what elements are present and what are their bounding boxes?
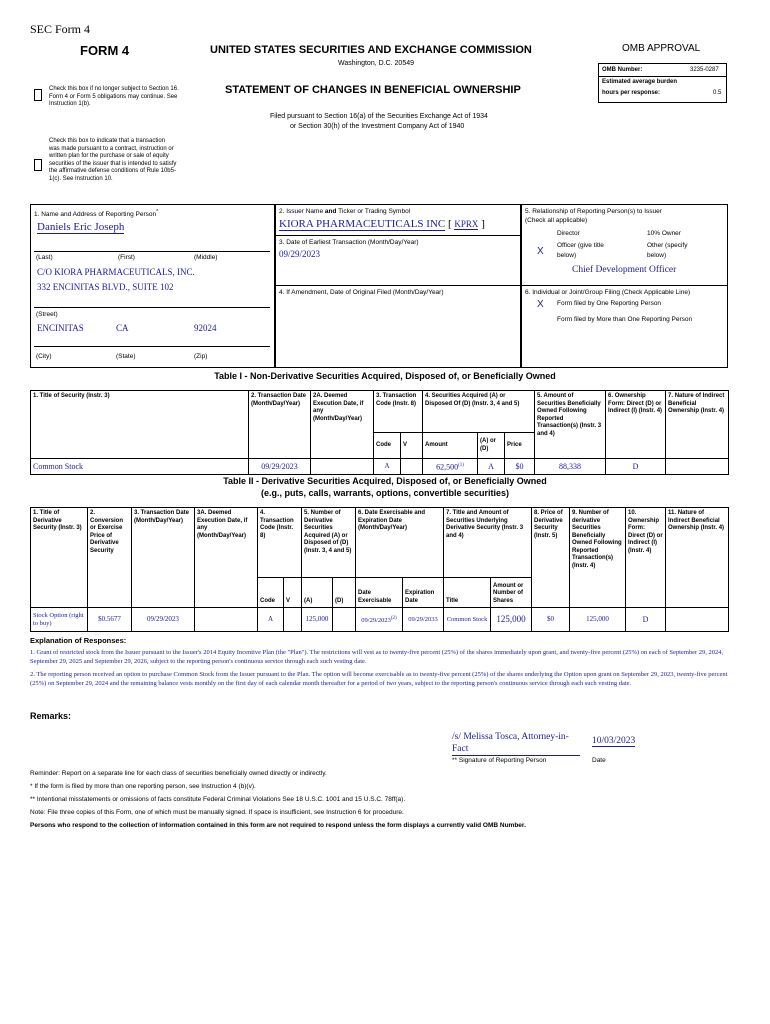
t2-row-date: 09/29/2023 bbox=[132, 608, 195, 632]
omb-hours-value: 0.5 bbox=[713, 90, 722, 96]
t1-row-owned: 88,338 bbox=[535, 459, 606, 475]
t1-row-code: A bbox=[374, 459, 401, 475]
signature-date: 10/03/2023 bbox=[592, 736, 636, 746]
remarks-title: Remarks: bbox=[30, 711, 72, 721]
t2-h-title: 1. Title of Derivative Security (Instr. 3) bbox=[31, 508, 88, 608]
street-label: (Street) bbox=[36, 311, 58, 318]
t1-row-date: 09/29/2023 bbox=[249, 459, 311, 475]
t2-row-deriv-price: $0 bbox=[532, 608, 570, 632]
t2-row-title: Stock Option (right to buy) bbox=[31, 608, 88, 632]
omb-hours-label: hours per response: bbox=[602, 90, 661, 96]
t1-h-code: 3. Transaction Code (Instr. 8) bbox=[374, 391, 423, 433]
omb-number-label: OMB Number: bbox=[602, 67, 643, 73]
rule-10b5-checkbox[interactable] bbox=[34, 159, 42, 171]
t2-h-number: 5. Number of Derivative Securities Acquired (A) or Disposed of (D) (Instr. 3, 4 and 5) bbox=[302, 508, 356, 578]
t1-sub-code: Code bbox=[374, 433, 401, 459]
zip-label: (Zip) bbox=[194, 353, 208, 360]
t1-sub-v: V bbox=[401, 433, 423, 459]
reporting-person-name[interactable]: Daniels Eric Joseph bbox=[37, 221, 125, 233]
officer-title: Chief Development Officer bbox=[572, 265, 677, 275]
t1-h-title: 1. Title of Security (Instr. 3) bbox=[31, 391, 249, 459]
t1-row-amount: 62,500$^{(1)}$ bbox=[423, 459, 478, 475]
footer-misstatements: ** Intentional misstatements or omissions of facts constitute Federal Criminal Violations See 18 U.S.C. 1001 and 15 U.S.C. 78ff(a). bbox=[30, 796, 406, 803]
t2-row-exercisable: 09/29/2023$^{(2)}$ bbox=[356, 608, 403, 632]
reporting-person-label: 1. Name and Address of Reporting Person* bbox=[34, 209, 159, 219]
rule-10b5-text: Check this box to indicate that a transaction was made pursuant to a contract, instruction or written plan for the purchase or sale of equity securities of the issuer that is intended to satisfy the affirmative defense conditions of Rule 10b5-1(c). See Instruction 10. bbox=[49, 138, 177, 182]
officer-check-mark[interactable]: X bbox=[537, 246, 544, 257]
filed-pursuant-line1: Filed pursuant to Section 16(a) of the Securities Exchange Act of 1934 bbox=[270, 113, 488, 120]
t1-row-v bbox=[401, 459, 423, 475]
t2-h-code: 4. Transaction Code (Instr. 8) bbox=[258, 508, 302, 578]
t2-row-under-title: Common Stock bbox=[444, 608, 491, 632]
address-city: ENCINITAS bbox=[37, 323, 84, 333]
t2-row-v bbox=[284, 608, 302, 632]
t1-sub-ad: (A) or (D) bbox=[478, 433, 505, 459]
t2-sub-d: (D) bbox=[333, 578, 356, 608]
sec-form-label: SEC Form 4 bbox=[30, 22, 91, 36]
t2-h-owned: 9. Number of derivative Securities Beneficially Owned Following Reported Transaction(s) (Instr. 4) bbox=[570, 508, 626, 608]
table1-title: Table I - Non-Derivative Securities Acquired, Disposed of, or Beneficially Owned bbox=[214, 371, 556, 381]
t1-row-title: Common Stock bbox=[31, 459, 249, 475]
signature-value: /s/ Melissa Tosca, Attorney-in-Fact bbox=[452, 731, 580, 756]
address-zip: 92024 bbox=[194, 323, 217, 333]
statement-title: STATEMENT OF CHANGES IN BENEFICIAL OWNERSHIP bbox=[225, 84, 521, 96]
t2-row-owned: 125,000 bbox=[570, 608, 626, 632]
t2-row-expiration: 09/29/2033 bbox=[403, 608, 444, 632]
t1-h-nature: 7. Nature of Indirect Beneficial Ownership (Instr. 4) bbox=[666, 391, 729, 459]
t2-row-form: D bbox=[626, 608, 666, 632]
relationship-label: 5. Relationship of Reporting Person(s) to Issuer bbox=[525, 208, 662, 215]
ten-pct-owner-label: 10% Owner bbox=[647, 230, 681, 237]
t2-h-conversion: 2. Conversion or Exercise Price of Derivative Security bbox=[88, 508, 132, 608]
t2-row-conversion: $0.5677 bbox=[88, 608, 132, 632]
officer-label-2: below) bbox=[557, 252, 577, 259]
relationship-box bbox=[521, 204, 728, 368]
t1-h-deemed: 2A. Deemed Execution Date, if any (Month/Day/Year) bbox=[311, 391, 374, 459]
issuer-label: 2. Issuer Name and Ticker or Trading Symbol bbox=[279, 208, 411, 215]
commission-title: UNITED STATES SECURITIES AND EXCHANGE COMMISSION bbox=[210, 44, 532, 56]
amendment-label: 4. If Amendment, Date of Original Filed (Month/Day/Year) bbox=[279, 289, 444, 296]
no-longer-subject-checkbox[interactable] bbox=[34, 89, 42, 101]
t1-h-owned: 5. Amount of Securities Beneficially Owned Following Reported Transaction(s) (Instr. 3 and 4) bbox=[535, 391, 606, 459]
footnote-1: 1. Grant of restricted stock from the Issuer pursuant to the Issuer's 2014 Equity Incentive Plan (the "Plan"). The restrictions will vest as to twenty-five percent (25%) of the shares immediately upon grant, and twenty-five percent (25%) on each of September 29, 2024, September 29, 2025 and September 29, 2026, subject to the reporting person's continuous service through each such vesting date. bbox=[30, 649, 724, 665]
t2-h-price: 8. Price of Derivative Security (Instr. 5) bbox=[532, 508, 570, 608]
address-line2: 332 ENCINITAS BLVD., SUITE 102 bbox=[37, 282, 174, 292]
other-label-1: Other (specify bbox=[647, 242, 688, 249]
check-all-label: (Check all applicable) bbox=[525, 217, 588, 224]
signature-label: ** Signature of Reporting Person bbox=[452, 757, 547, 764]
t1-h-date: 2. Transaction Date (Month/Day/Year) bbox=[249, 391, 311, 459]
group-one-label: Form filed by One Reporting Person bbox=[557, 300, 662, 307]
earliest-transaction-date: 09/29/2023 bbox=[279, 249, 321, 259]
t2-row-exercisable-footnote: (2) bbox=[390, 615, 397, 621]
t1-row-ad: A bbox=[478, 459, 505, 475]
t1-h-form: 6. Ownership Form: Direct (D) or Indirect (I) (Instr. 4) bbox=[606, 391, 666, 459]
table2-title-line1: Table II - Derivative Securities Acquired, Disposed of, or Beneficially Owned bbox=[223, 476, 547, 486]
filed-pursuant-line2: or Section 30(h) of the Investment Company Act of 1940 bbox=[290, 123, 465, 130]
table1 bbox=[30, 390, 729, 475]
omb-title: OMB APPROVAL bbox=[622, 43, 701, 54]
table-row bbox=[31, 608, 729, 632]
t2-h-deemed: 3A. Deemed Execution Date, if any (Month/Day/Year) bbox=[195, 508, 258, 608]
footer-multiple-persons: * If the form is filed by more than one reporting person, see Instruction 4 (b)(v). bbox=[30, 783, 256, 790]
t2-sub-expiration: Expiration Date bbox=[403, 578, 444, 608]
issuer-name[interactable]: KIORA PHARMACEUTICALS INC bbox=[279, 218, 446, 230]
t2-sub-code: Code bbox=[258, 578, 284, 608]
t2-h-date: 3. Transaction Date (Month/Day/Year) bbox=[132, 508, 195, 608]
t2-row-a: 125,000 bbox=[302, 608, 333, 632]
t2-sub-title: Title bbox=[444, 578, 491, 608]
table-row bbox=[31, 459, 729, 475]
t1-row-price: $0 bbox=[505, 459, 535, 475]
last-name-label: (Last) bbox=[36, 254, 53, 261]
t2-row-deemed bbox=[195, 608, 258, 632]
address-line1: C/O KIORA PHARMACEUTICALS, INC. bbox=[37, 267, 195, 277]
t2-sub-amount: Amount or Number of Shares bbox=[491, 578, 532, 608]
t1-sub-price: Price bbox=[505, 433, 535, 459]
group-check-mark[interactable]: X bbox=[537, 299, 544, 310]
director-label: Director bbox=[557, 230, 580, 237]
t1-row-nature bbox=[666, 459, 729, 475]
signature-date-label: Date bbox=[592, 757, 606, 764]
omb-number-value: 3235-0287 bbox=[690, 67, 719, 73]
t2-row-under-amount: 125,000 bbox=[491, 608, 532, 632]
no-longer-subject-text: Check this box if no longer subject to Section 16. Form 4 or Form 5 obligations may continue. See Instruction 1(b). bbox=[49, 86, 179, 107]
t1-row-amount-footnote: (1) bbox=[458, 462, 464, 468]
t1-row-deemed bbox=[311, 459, 374, 475]
footer-copies-note: Note: File three copies of this Form, one of which must be manually signed. If space is insufficient, see Instruction 6 for procedure. bbox=[30, 809, 404, 816]
state-label: (State) bbox=[116, 353, 136, 360]
t2-sub-v: V bbox=[284, 578, 302, 608]
commission-city: Washington, D.C. 20549 bbox=[338, 60, 415, 67]
t2-h-underlying: 7. Title and Amount of Securities Underlying Derivative Security (Instr. 3 and 4) bbox=[444, 508, 532, 578]
t2-row-d bbox=[333, 608, 356, 632]
t1-sub-amount: Amount bbox=[423, 433, 478, 459]
t2-sub-a: (A) bbox=[302, 578, 333, 608]
t2-row-code: A bbox=[258, 608, 284, 632]
footer-reminder: Reminder: Report on a separate line for each class of securities beneficially owned directly or indirectly. bbox=[30, 770, 327, 777]
t2-row-nature bbox=[666, 608, 729, 632]
city-label: (City) bbox=[36, 353, 52, 360]
group-filing-label: 6. Individual or Joint/Group Filing (Check Applicable Line) bbox=[525, 289, 691, 296]
t2-h-form: 10. Ownership Form: Direct (D) or Indirect (I) (Instr. 4) bbox=[626, 508, 666, 608]
middle-name-label: (Middle) bbox=[194, 254, 218, 261]
t1-row-form: D bbox=[606, 459, 666, 475]
omb-burden-label: Estimated average burden bbox=[602, 79, 678, 85]
first-name-label: (First) bbox=[118, 254, 135, 261]
explanation-title: Explanation of Responses: bbox=[30, 636, 127, 645]
footnote-2: 2. The reporting person received an option to purchase Common Stock from the Issuer pursuant to the Plan. The option will become exercisable as to twenty-five percent (25%) of the shares underlying the Option upon grant on September 29, 2023, twenty-five percent (25%) on September 29, 2024 and the remaining balance vests monthly on the first day of each calendar month thereafter for a period of two years, subject to the reporting person's continuous service through each such vesting date. bbox=[30, 671, 728, 687]
earliest-transaction-label: 3. Date of Earliest Transaction (Month/Day/Year) bbox=[279, 239, 419, 246]
footer-omb-notice: Persons who respond to the collection of information contained in this form are not required to respond unless the form displays a currently valid OMB Number. bbox=[30, 822, 526, 829]
form-title: FORM 4 bbox=[80, 43, 130, 58]
table2-title-line2: (e.g., puts, calls, warrants, options, convertible securities) bbox=[260, 488, 510, 498]
table2 bbox=[30, 507, 729, 632]
group-more-label: Form filed by More than One Reporting Person bbox=[557, 316, 693, 323]
issuer-ticker[interactable]: KPRX bbox=[454, 219, 479, 229]
other-label-2: below) bbox=[647, 252, 667, 259]
t1-h-acquired: 4. Securities Acquired (A) or Disposed Of (D) (Instr. 3, 4 and 5) bbox=[423, 391, 535, 433]
t2-h-exercisable: 6. Date Exercisable and Expiration Date (Month/Day/Year) bbox=[356, 508, 444, 578]
address-state: CA bbox=[116, 323, 129, 333]
officer-label-1: Officer (give title bbox=[557, 242, 604, 249]
t2-h-nature: 11. Nature of Indirect Beneficial Ownership (Instr. 4) bbox=[666, 508, 729, 608]
issuer-name-line: KIORA PHARMACEUTICALS INC [ KPRX ] bbox=[279, 218, 485, 230]
t2-sub-exercisable: Date Exercisable bbox=[356, 578, 403, 608]
